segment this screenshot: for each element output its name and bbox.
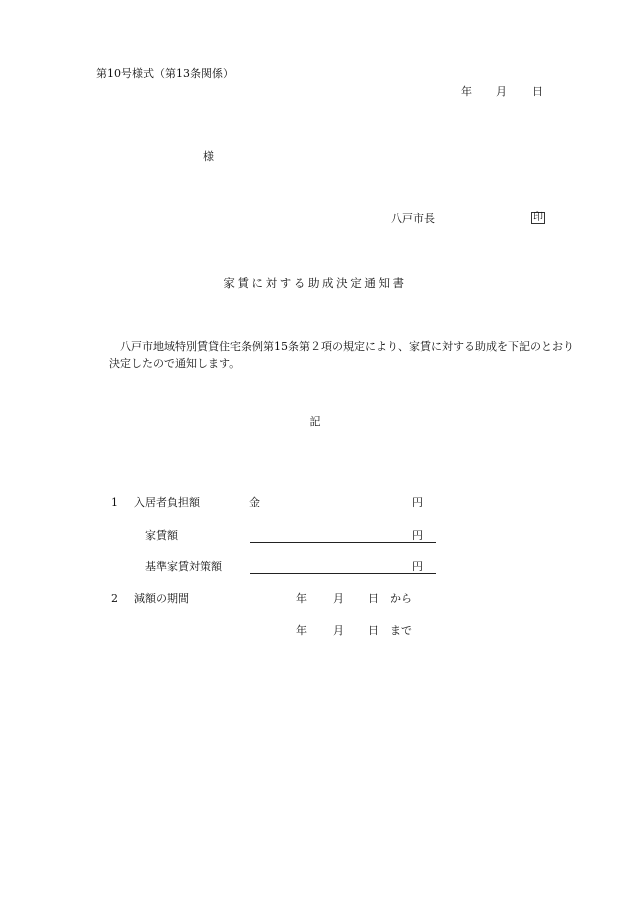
document-title: 家賃に対する助成決定通知書 <box>223 276 407 290</box>
issuer-name: 八戸市長 <box>391 212 435 225</box>
period-to-year: 年 <box>296 624 307 637</box>
item1-kin-label: 金 <box>249 496 260 509</box>
item1-label: 入居者負担額 <box>134 496 200 509</box>
period-from-day: 日 <box>368 592 379 605</box>
rent-yen-label: 円 <box>412 529 423 542</box>
item2-label: 減額の期間 <box>134 592 189 605</box>
period-from-month: 月 <box>333 592 344 605</box>
base-rent-yen-label: 円 <box>412 560 423 573</box>
rent-label: 家賃額 <box>145 529 178 542</box>
base-rent-label: 基準家賃対策額 <box>145 560 222 573</box>
period-from-suffix: から <box>390 592 412 605</box>
ki-heading: 記 <box>309 415 321 428</box>
period-to-month: 月 <box>333 624 344 637</box>
item2-number: 2 <box>111 592 118 605</box>
seal-mark: 印 <box>533 212 543 223</box>
addressee-suffix: 様 <box>203 150 214 163</box>
form-number: 第10号様式（第13条関係） <box>96 67 234 80</box>
base-rent-underline <box>250 573 436 574</box>
date-day-label: 日 <box>532 85 543 98</box>
period-from-year: 年 <box>296 592 307 605</box>
item1-yen-label: 円 <box>412 496 423 509</box>
date-month-label: 月 <box>496 85 507 98</box>
body-text: 八戸市地域特別賃貸住宅条例第15条第２項の規定により、家賃に対する助成を下記のとおり決定したので通知します。 <box>109 340 574 370</box>
item1-number: 1 <box>111 496 118 509</box>
date-year-label: 年 <box>461 85 472 98</box>
period-to-suffix: まで <box>390 624 412 637</box>
rent-underline <box>250 542 436 543</box>
period-to-day: 日 <box>368 624 379 637</box>
